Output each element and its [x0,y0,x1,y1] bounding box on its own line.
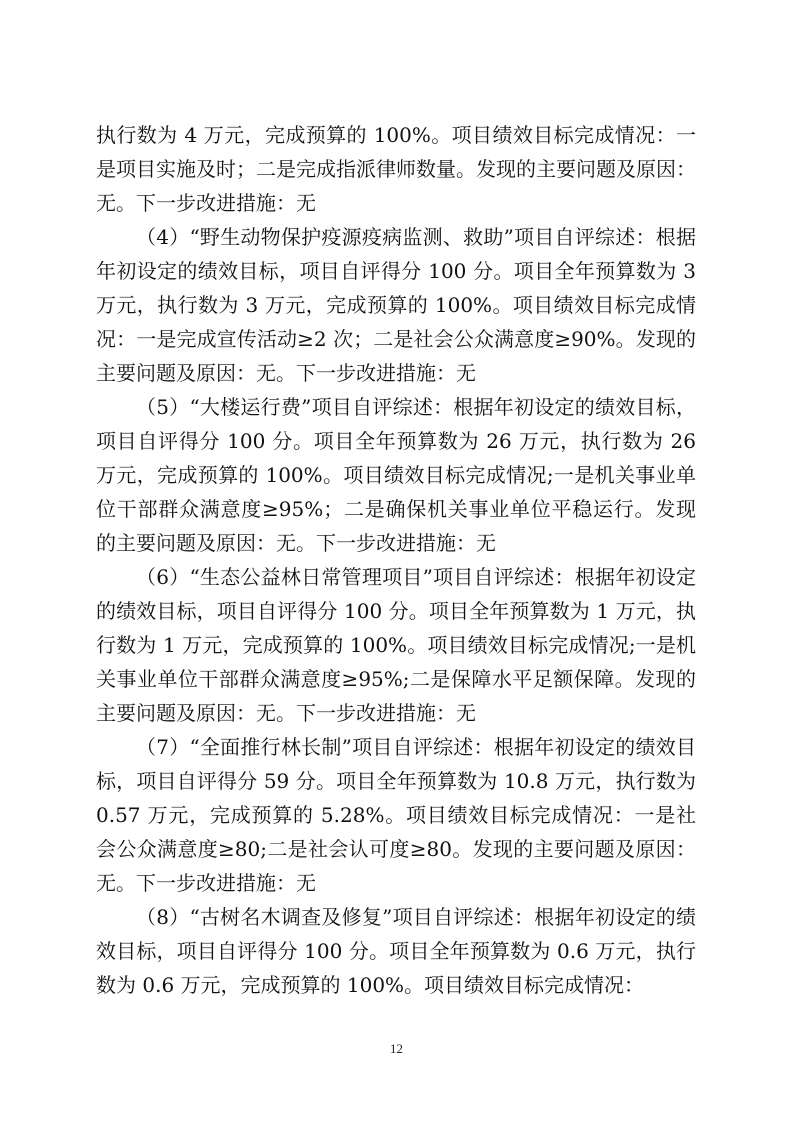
paragraph-item-7: （7）“全面推行林长制”项目自评综述：根据年初设定的绩效目标，项目自评得分 59 分。项目全年预算数为 10.8 万元，执行数为 0.57 万元，完成预算的 5.28%。项目绩效目标完成情况：一是社会公众满意度≥80;二是社会认可度≥80。发现的主要问题及原因：无。下一步改进措施：无 [96,735,696,895]
document-body [96,118,696,1002]
page-number: 12 [390,1041,403,1056]
paragraph-item-6: （6）“生态公益林日常管理项目”项目自评综述：根据年初设定的绩效目标，项目自评得分 100 分。项目全年预算数为 1 万元，执行数为 1 万元，完成预算的 100%。项目绩效目标完成情况;一是机关事业单位干部群众满意度≥95%;二是保障水平足额保障。发现的主要问题及原因：无。下一步改进措施：无 [96,565,696,725]
paragraph-item-4: （4）“野生动物保护疫源疫病监测、救助”项目自评综述：根据年初设定的绩效目标，项目自评得分 100 分。项目全年预算数为 3 万元，执行数为 3 万元，完成预算的 100%。项目绩效目标完成情况：一是完成宣传活动≥2 次；二是社会公众满意度≥90%。发现的主要问题及原因：无。下一步改进措施：无 [96,225,696,385]
paragraph-item-8: （8）“古树名木调查及修复”项目自评综述：根据年初设定的绩效目标，项目自评得分 100 分。项目全年预算数为 0.6 万元，执行数为 0.6 万元，完成预算的 100%。项目绩效目标完成情况： [96,905,696,997]
paragraph-item-5: （5）“大楼运行费”项目自评综述：根据年初设定的绩效目标，项目自评得分 100 分。项目全年预算数为 26 万元，执行数为 26 万元，完成预算的 100%。项目绩效目标完成情况;一是机关事业单位干部群众满意度≥95%；二是确保机关事业单位平稳运行。发现的主要问题及原因：无。下一步改进措施：无 [96,395,696,555]
paragraph-continued: 执行数为 4 万元，完成预算的 100%。项目绩效目标完成情况：一是项目实施及时；二是完成指派律师数量。发现的主要问题及原因：无。下一步改进措施：无 [96,123,696,215]
